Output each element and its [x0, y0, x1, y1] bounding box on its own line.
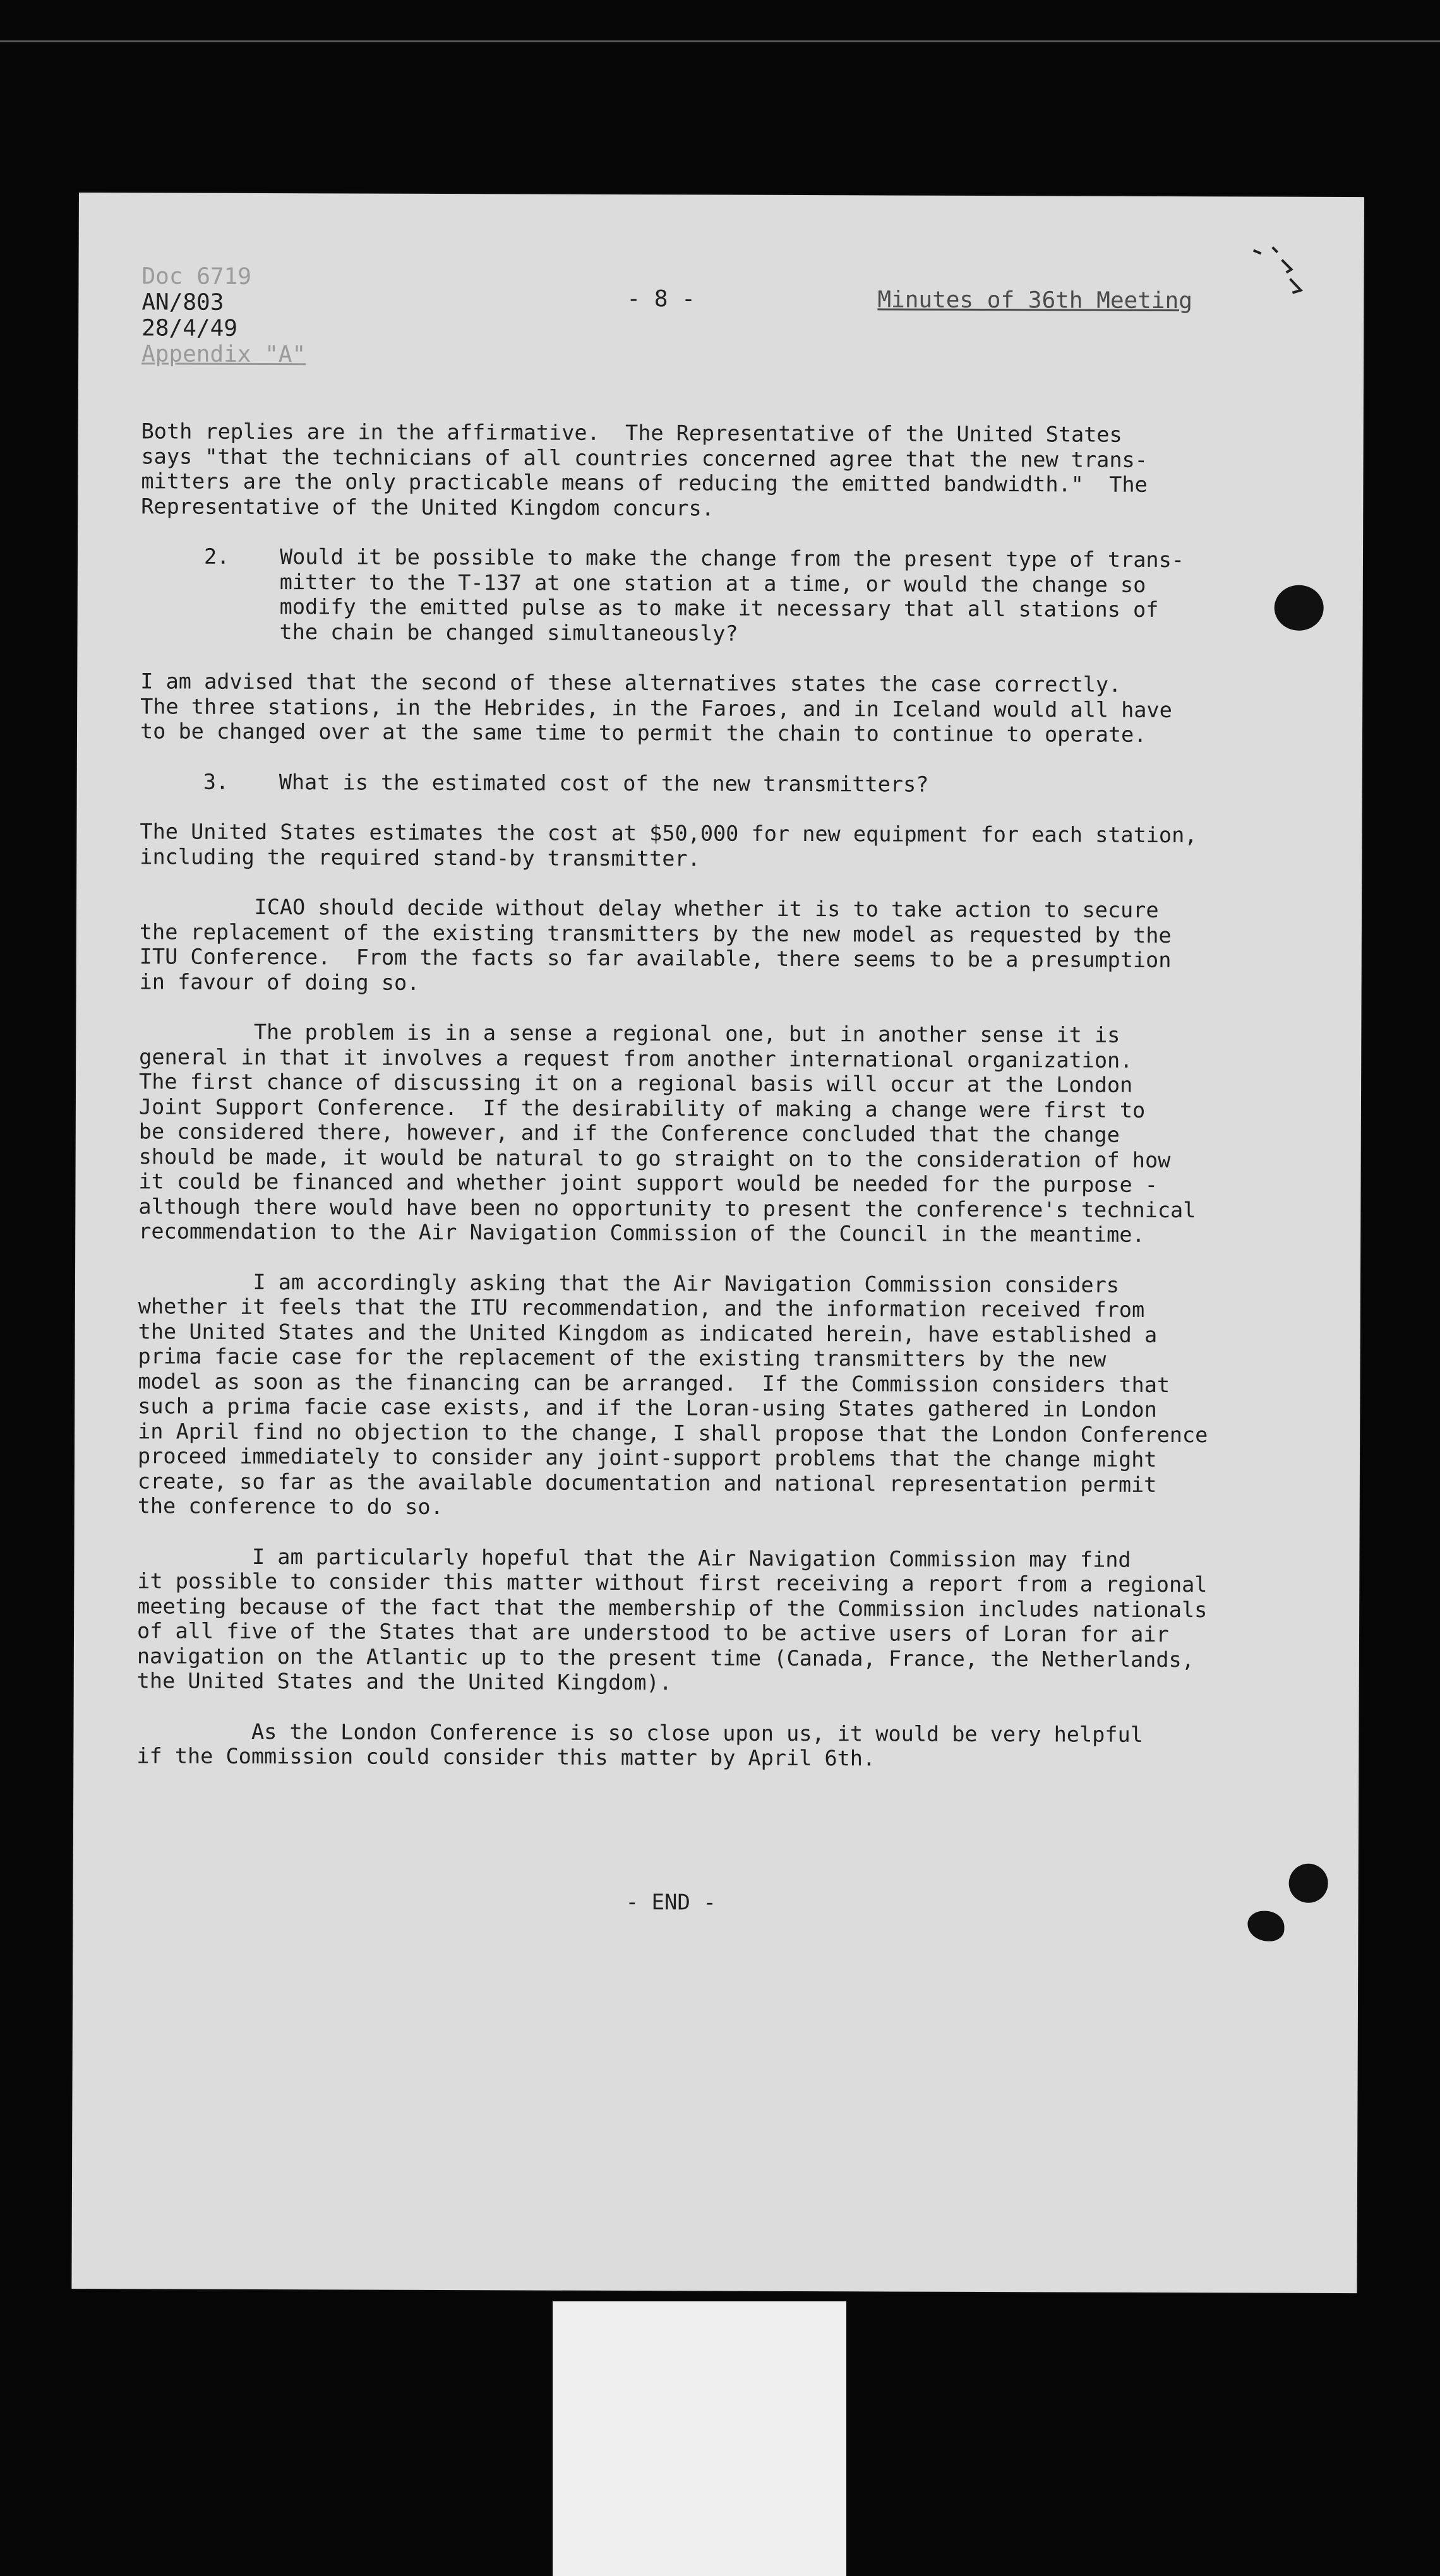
- paragraph-alternatives: I am advised that the second of these alternatives states the case correctly. The three stations, in the Hebrides, in the Faroes, and in Iceland would all have to be changed over at the same time to permit the chain to continue to operate.: [140, 669, 1172, 747]
- end-marker: - END -: [625, 1890, 716, 1916]
- header-reference-block: [141, 263, 306, 367]
- question-2-number: 2.: [203, 544, 230, 569]
- paragraph-affirmative-replies: Both replies are in the affirmative. The Representative of the United States says "that the technicians of all countries concerned agree that the new trans- mitters are the only practicable means of reducing the emitted bandwidth." The Representative of the United Kingdom concurs.: [141, 419, 1148, 521]
- document-body: [136, 419, 1316, 1798]
- question-2-text: Would it be possible to make the change from the present type of trans- mitter to the T-137 at one station at a time, or would the change so modify the emitted pulse as to make it necessary that all stations of the chain be changed simultaneously?: [279, 544, 1185, 646]
- paragraph-commission-request: I am accordingly asking that the Air Navigation Commission considers whether it feels that the ITU recommendation, and the information received from the United States and the United Kingdom as indicated herein, have established a prima facie case for the replacement of the existing transmitters by the new model as soon as the financing can be arranged. If the Commission considers that such a prima facie case exists, and if the Loran-using States gathered in London in April find no objection to the change, I shall propose that the London Conference proceed immediately to consider any joint-support problems that the change might create, so far as the available documentation and national representation permit the conference to do so.: [137, 1268, 1208, 1520]
- question-3: [140, 769, 1315, 798]
- page-number: - 8 -: [627, 286, 695, 313]
- document-page: [71, 193, 1364, 2293]
- question-3-text: What is the estimated cost of the new transmitters?: [279, 769, 929, 797]
- paragraph-commission-membership: I am particularly hopeful that the Air Navigation Commission may find it possible to consider this matter without first receiving a report from a regional meeting because of the fact that the membership of the Commission includes nationals of all five of the States that are understood to be active users of Loran for air navigation on the Atlantic up to the present time (Canada, France, the Netherlands, the United States and the United Kingdom).: [136, 1543, 1208, 1695]
- punch-hole-mark: [1275, 585, 1324, 631]
- punch-hole-mark: [1289, 1864, 1328, 1903]
- document-date: 28/4/49: [141, 315, 238, 342]
- film-edge-line: [0, 40, 1440, 42]
- paragraph-cost-estimate: The United States estimates the cost at $50,000 for new equipment for each station, including the required stand-by transmitter.: [140, 819, 1197, 871]
- an-number: AN/803: [141, 289, 224, 316]
- margin-pen-mark: [1247, 234, 1323, 323]
- blank-card-slip: [553, 2301, 846, 2576]
- document-title: Minutes of 36th Meeting: [877, 287, 1192, 314]
- question-3-number: 3.: [203, 769, 229, 794]
- doc-number: Doc 6719: [141, 263, 251, 290]
- appendix-label: Appendix "A": [141, 341, 306, 368]
- ink-blot-mark: [1247, 1911, 1284, 1941]
- paragraph-april-deadline: As the London Conference is so close upon us, it would be very helpful if the Commission could consider this matter by April 6th.: [136, 1718, 1143, 1771]
- paragraph-regional-problem: The problem is in a sense a regional one, but in another sense it is general in that it involves a request from another international organization. The first chance of discussing it on a regional basis will occur at the London Joint Support Conference. If the desirability of making a change were first to be considered there, however, and if the Conference concluded that the change should be made, it would be natural to go straight on to the consideration of how it could be financed and whether joint support would be needed for the purpose - although there would have been no opportunity to present the conference's technical recommendation to the Air Navigation Commission of the Council in the meantime.: [138, 1019, 1196, 1247]
- question-2: [141, 544, 1316, 647]
- paragraph-icao-decision: ICAO should decide without delay whether it is to take action to secure the replacement of the existing transmitters by the new model as requested by the ITU Conference. From the facts so far available, there seems to be a presumption in favour of doing so.: [139, 894, 1172, 995]
